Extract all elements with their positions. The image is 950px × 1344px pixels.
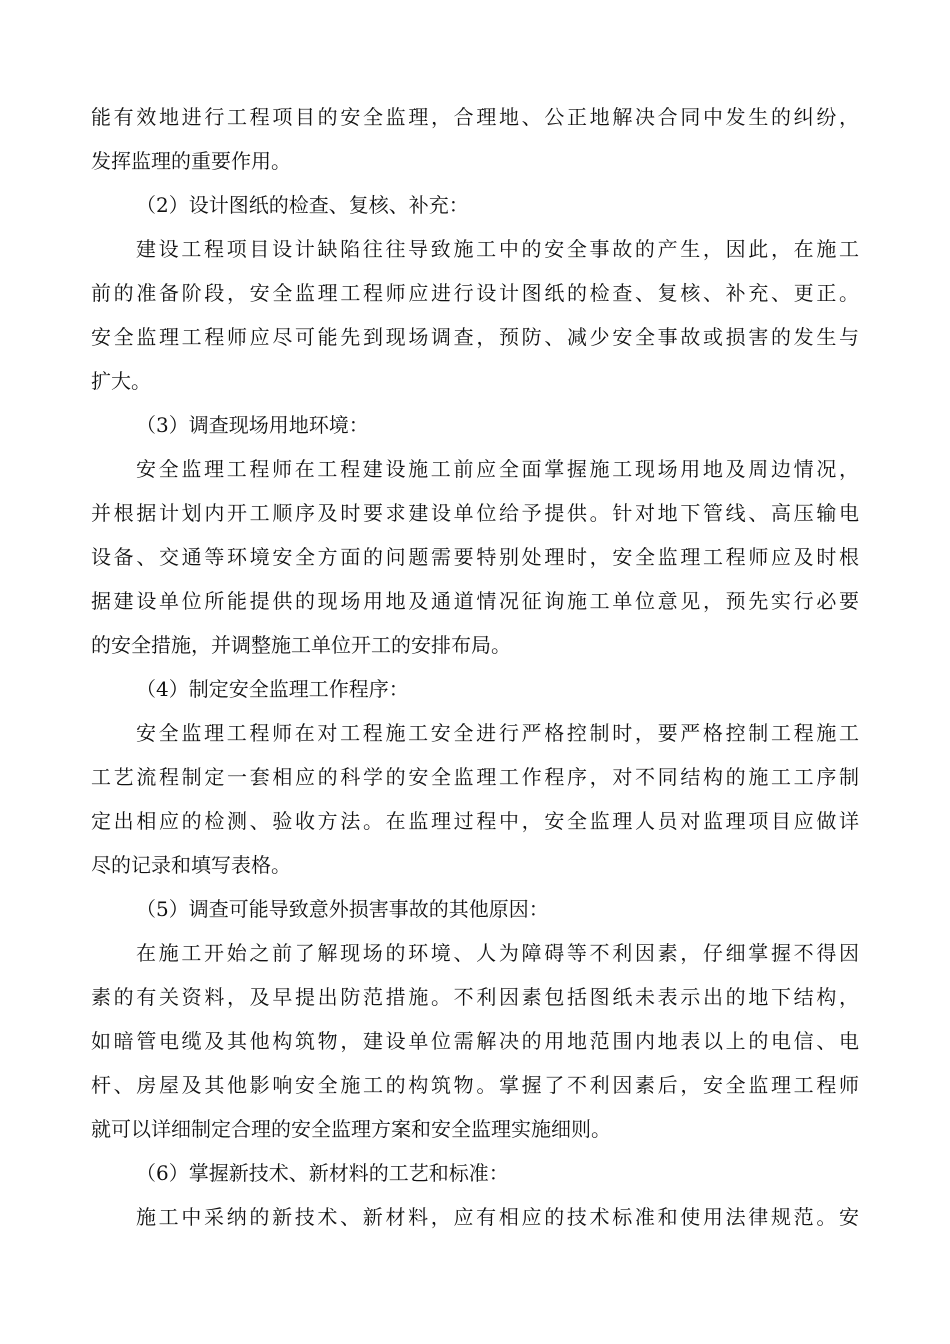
section-heading: （6）掌握新技术、新材料的工艺和标准： bbox=[136, 1161, 509, 1185]
section-heading: （3）调查现场用地环境： bbox=[136, 413, 369, 437]
section-heading: （2）设计图纸的检查、复核、补充： bbox=[136, 193, 469, 217]
text-line: 就可以详细制定合理的安全监理方案和安全监理实施细则。 bbox=[91, 1117, 611, 1141]
text-line: 能有效地进行工程项目的安全监理，合理地、公正地解决合同中发生的纠纷， bbox=[91, 105, 859, 129]
text-line: 前的准备阶段，安全监理工程师应进行设计图纸的检查、复核、补充、更正。 bbox=[91, 281, 859, 305]
text-line: 如暗管电缆及其他构筑物，建设单位需解决的用地范围内地表以上的电信、电 bbox=[91, 1029, 859, 1053]
text-line: 扩大。 bbox=[91, 369, 151, 393]
section-heading: （5）调查可能导致意外损害事故的其他原因： bbox=[136, 897, 549, 921]
text-line: 的安全措施，并调整施工单位开工的安排布局。 bbox=[91, 633, 511, 657]
text-line: 据建设单位所能提供的现场用地及通道情况征询施工单位意见，预先实行必要 bbox=[91, 589, 859, 613]
text-line: 建设工程项目设计缺陷往往导致施工中的安全事故的产生，因此，在施工 bbox=[136, 237, 859, 261]
text-line: 素的有关资料，及早提出防范措施。不利因素包括图纸未表示出的地下结构， bbox=[91, 985, 859, 1009]
section-heading: （4）制定安全监理工作程序： bbox=[136, 677, 409, 701]
text-line: 施工中采纳的新技术、新材料，应有相应的技术标准和使用法律规范。安 bbox=[136, 1205, 859, 1229]
text-line: 安全监理工程师在对工程施工安全进行严格控制时，要严格控制工程施工 bbox=[136, 721, 859, 745]
text-line: 杆、房屋及其他影响安全施工的构筑物。掌握了不利因素后，安全监理工程师 bbox=[91, 1073, 859, 1097]
text-line: 工艺流程制定一套相应的科学的安全监理工作程序，对不同结构的施工工序制 bbox=[91, 765, 859, 789]
text-line: 在施工开始之前了解现场的环境、人为障碍等不利因素，仔细掌握不得因 bbox=[136, 941, 859, 965]
text-line: 安全监理工程师应尽可能先到现场调查，预防、减少安全事故或损害的发生与 bbox=[91, 325, 859, 349]
text-line: 安全监理工程师在工程建设施工前应全面掌握施工现场用地及周边情况， bbox=[136, 457, 859, 481]
text-line: 定出相应的检测、验收方法。在监理过程中，安全监理人员对监理项目应做详 bbox=[91, 809, 859, 833]
text-line: 并根据计划内开工顺序及时要求建设单位给予提供。针对地下管线、高压输电 bbox=[91, 501, 859, 525]
text-line: 设备、交通等环境安全方面的问题需要特别处理时，安全监理工程师应及时根 bbox=[91, 545, 859, 569]
text-line: 尽的记录和填写表格。 bbox=[91, 853, 291, 877]
text-line: 发挥监理的重要作用。 bbox=[91, 149, 291, 173]
document-page bbox=[91, 95, 859, 1239]
